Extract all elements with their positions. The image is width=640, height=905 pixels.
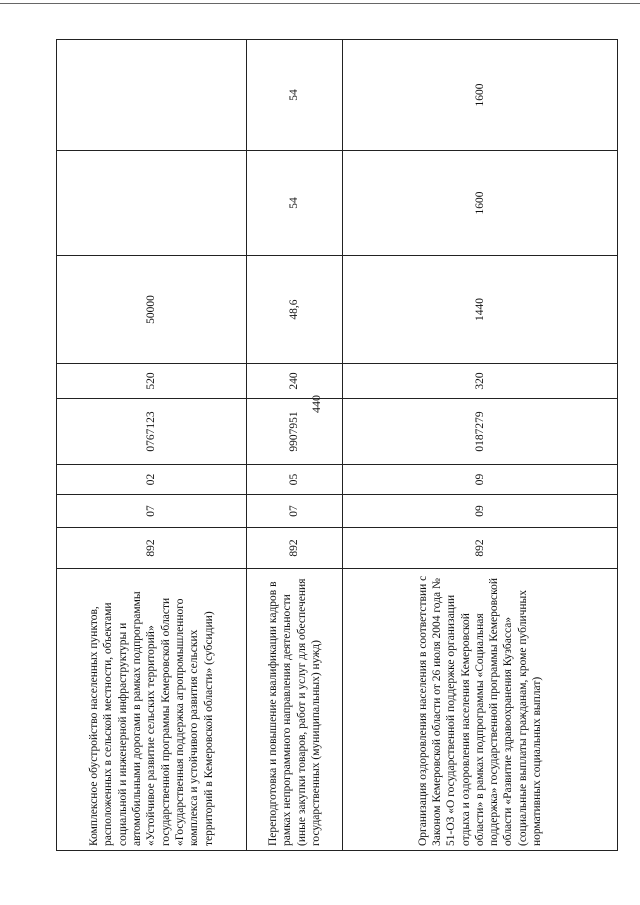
amount-3	[57, 40, 247, 151]
subsection-code: 05	[247, 465, 343, 495]
budget-table	[56, 39, 618, 851]
subsection-code: 02	[57, 465, 247, 495]
row-description: Комплексное обустройство населенных пунктов, расположенных в сельской местности, объектами социальной и инженерной инфраструктуры и автомобильными дорогами в рамках подпрограммы «Устойчивое развитие сельских территорий» государственной программы Кемеровской области «Государственная поддержка агропромышленного комплекса и устойчивого развития сельских территорий в Кемеровской области» (субсидии)	[57, 569, 247, 851]
expense-type-code: 520	[57, 364, 247, 399]
amount-1: 50000	[57, 256, 247, 364]
target-article-code: 0187279	[343, 399, 618, 465]
expense-type-code: 240	[247, 364, 343, 399]
ministry-code: 892	[247, 528, 343, 569]
target-article-code: 9907951	[247, 399, 343, 465]
amount-2	[57, 151, 247, 256]
page-number: 440	[309, 395, 323, 413]
row-description: Переподготовка и повышение квалификации кадров в рамках непрограммного направления деятельности (иные закупки товаров, работ и услуг для обеспечения государственных (муниципальных) нужд)	[247, 569, 343, 851]
top-rule	[0, 3, 640, 4]
amount-1: 48,6	[247, 256, 343, 364]
ministry-code: 892	[343, 528, 618, 569]
amount-2: 54	[247, 151, 343, 256]
row-description: Организация оздоровления населения в соответствии с Законом Кемеровской области от 26 июля 2004 года № 51-ОЗ «О государственной поддержке организации отдыха и оздоровления населения Кемеровской области» в рамках подпрограммы «Социальная поддержка» государственной программы Кемеровской области «Развитие здравоохранения Кузбасса» (социальные выплаты гражданам, кроме публичных нормативных социальных выплат)	[343, 569, 618, 851]
target-article-code: 0767123	[57, 399, 247, 465]
table-row	[343, 40, 618, 851]
amount-3: 54	[247, 40, 343, 151]
table-row	[247, 40, 343, 851]
amount-1: 1440	[343, 256, 618, 364]
amount-3: 1600	[343, 40, 618, 151]
table-row	[57, 40, 247, 851]
section-code: 09	[343, 495, 618, 528]
expense-type-code: 320	[343, 364, 618, 399]
amount-2: 1600	[343, 151, 618, 256]
rotated-content	[56, 40, 617, 851]
ministry-code: 892	[57, 528, 247, 569]
subsection-code: 09	[343, 465, 618, 495]
section-code: 07	[57, 495, 247, 528]
section-code: 07	[247, 495, 343, 528]
